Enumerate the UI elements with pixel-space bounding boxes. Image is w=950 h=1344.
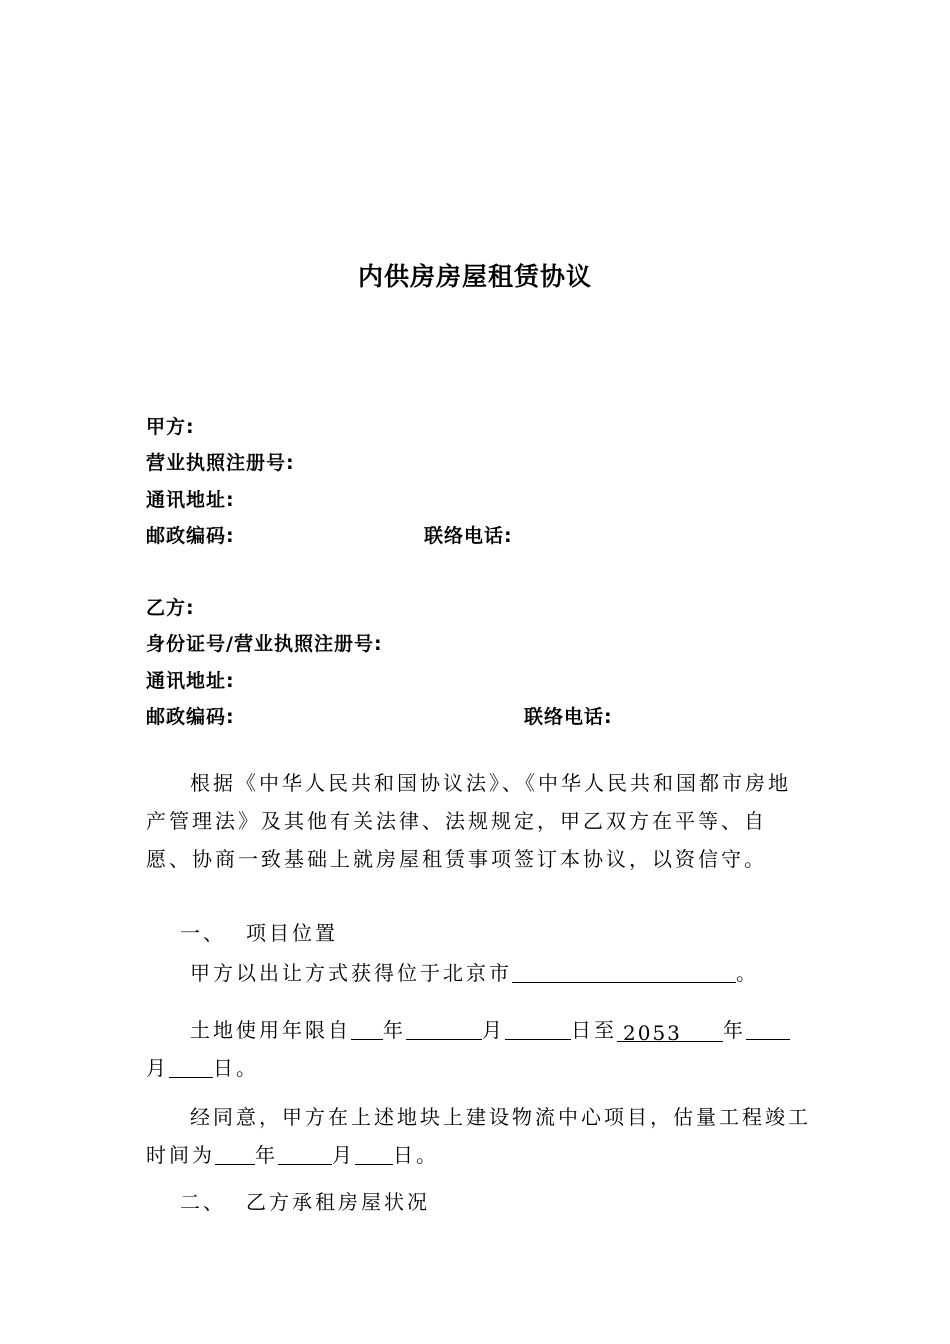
end-year-label: 年 xyxy=(723,1018,746,1042)
party-b-phone-label: 联络电话: xyxy=(524,706,613,728)
completion-day-blank xyxy=(355,1144,393,1165)
party-b-postcode-label: 邮政编码: xyxy=(146,706,235,728)
end-month-blank xyxy=(746,1019,790,1040)
land-use-line xyxy=(190,1014,790,1043)
day-to-label: 日至 xyxy=(571,1018,617,1042)
section-2-heading xyxy=(180,1186,430,1215)
party-b-name-label: 乙方: xyxy=(146,597,195,619)
section-1-heading xyxy=(180,917,338,946)
completion-day-label: 日。 xyxy=(393,1143,439,1167)
document-title: 内供房房屋租赁协议 xyxy=(357,262,592,291)
party-a-name-label: 甲方: xyxy=(146,416,195,438)
section-2-number: 二、 xyxy=(180,1190,226,1214)
location-blank xyxy=(512,962,736,983)
completion-year-blank xyxy=(215,1144,255,1165)
location-line xyxy=(190,957,759,986)
party-a-license-label: 营业执照注册号: xyxy=(146,452,295,474)
land-use-line-2 xyxy=(146,1052,259,1081)
section-1-title: 项目位置 xyxy=(246,921,338,945)
section-1-number: 一、 xyxy=(180,921,226,945)
start-month-blank xyxy=(406,1019,482,1040)
end-year-value: 2053 xyxy=(617,1021,723,1042)
year-label: 年 xyxy=(383,1018,406,1042)
completion-year-label: 年 xyxy=(255,1143,278,1167)
start-year-blank xyxy=(351,1019,383,1040)
land-use-prefix: 土地使用年限自 xyxy=(190,1018,351,1042)
completion-paragraph xyxy=(146,1098,811,1174)
completion-month-blank xyxy=(278,1144,332,1165)
end-day-blank xyxy=(169,1057,213,1078)
party-a-postcode-label: 邮政编码: xyxy=(146,525,235,547)
end-day-label: 日。 xyxy=(213,1056,259,1080)
location-suffix: 。 xyxy=(736,961,759,985)
completion-prefix: 经同意，甲方在上述地块上建设物流中心项目，估量工程竣工时间为 xyxy=(146,1105,811,1167)
start-day-blank xyxy=(505,1019,571,1040)
party-b-id-label: 身份证号/营业执照注册号: xyxy=(146,633,383,655)
party-a-address-label: 通讯地址: xyxy=(146,489,235,511)
party-a-phone-label: 联络电话: xyxy=(424,525,513,547)
party-b-address-label: 通讯地址: xyxy=(146,670,235,692)
month-label: 月 xyxy=(482,1018,505,1042)
preamble-paragraph: 根据《中华人民共和国协议法》、《中华人民共和国都市房地产管理法》及其他有关法律、法规规定，甲乙双方在平等、自愿、协商一致基础上就房屋租赁事项签订本协议，以资信守。 xyxy=(146,771,791,871)
location-prefix: 甲方以出让方式获得位于北京市 xyxy=(190,961,512,985)
completion-month-label: 月 xyxy=(332,1143,355,1167)
end-month-label: 月 xyxy=(146,1056,169,1080)
section-2-title: 乙方承租房屋状况 xyxy=(246,1190,430,1214)
